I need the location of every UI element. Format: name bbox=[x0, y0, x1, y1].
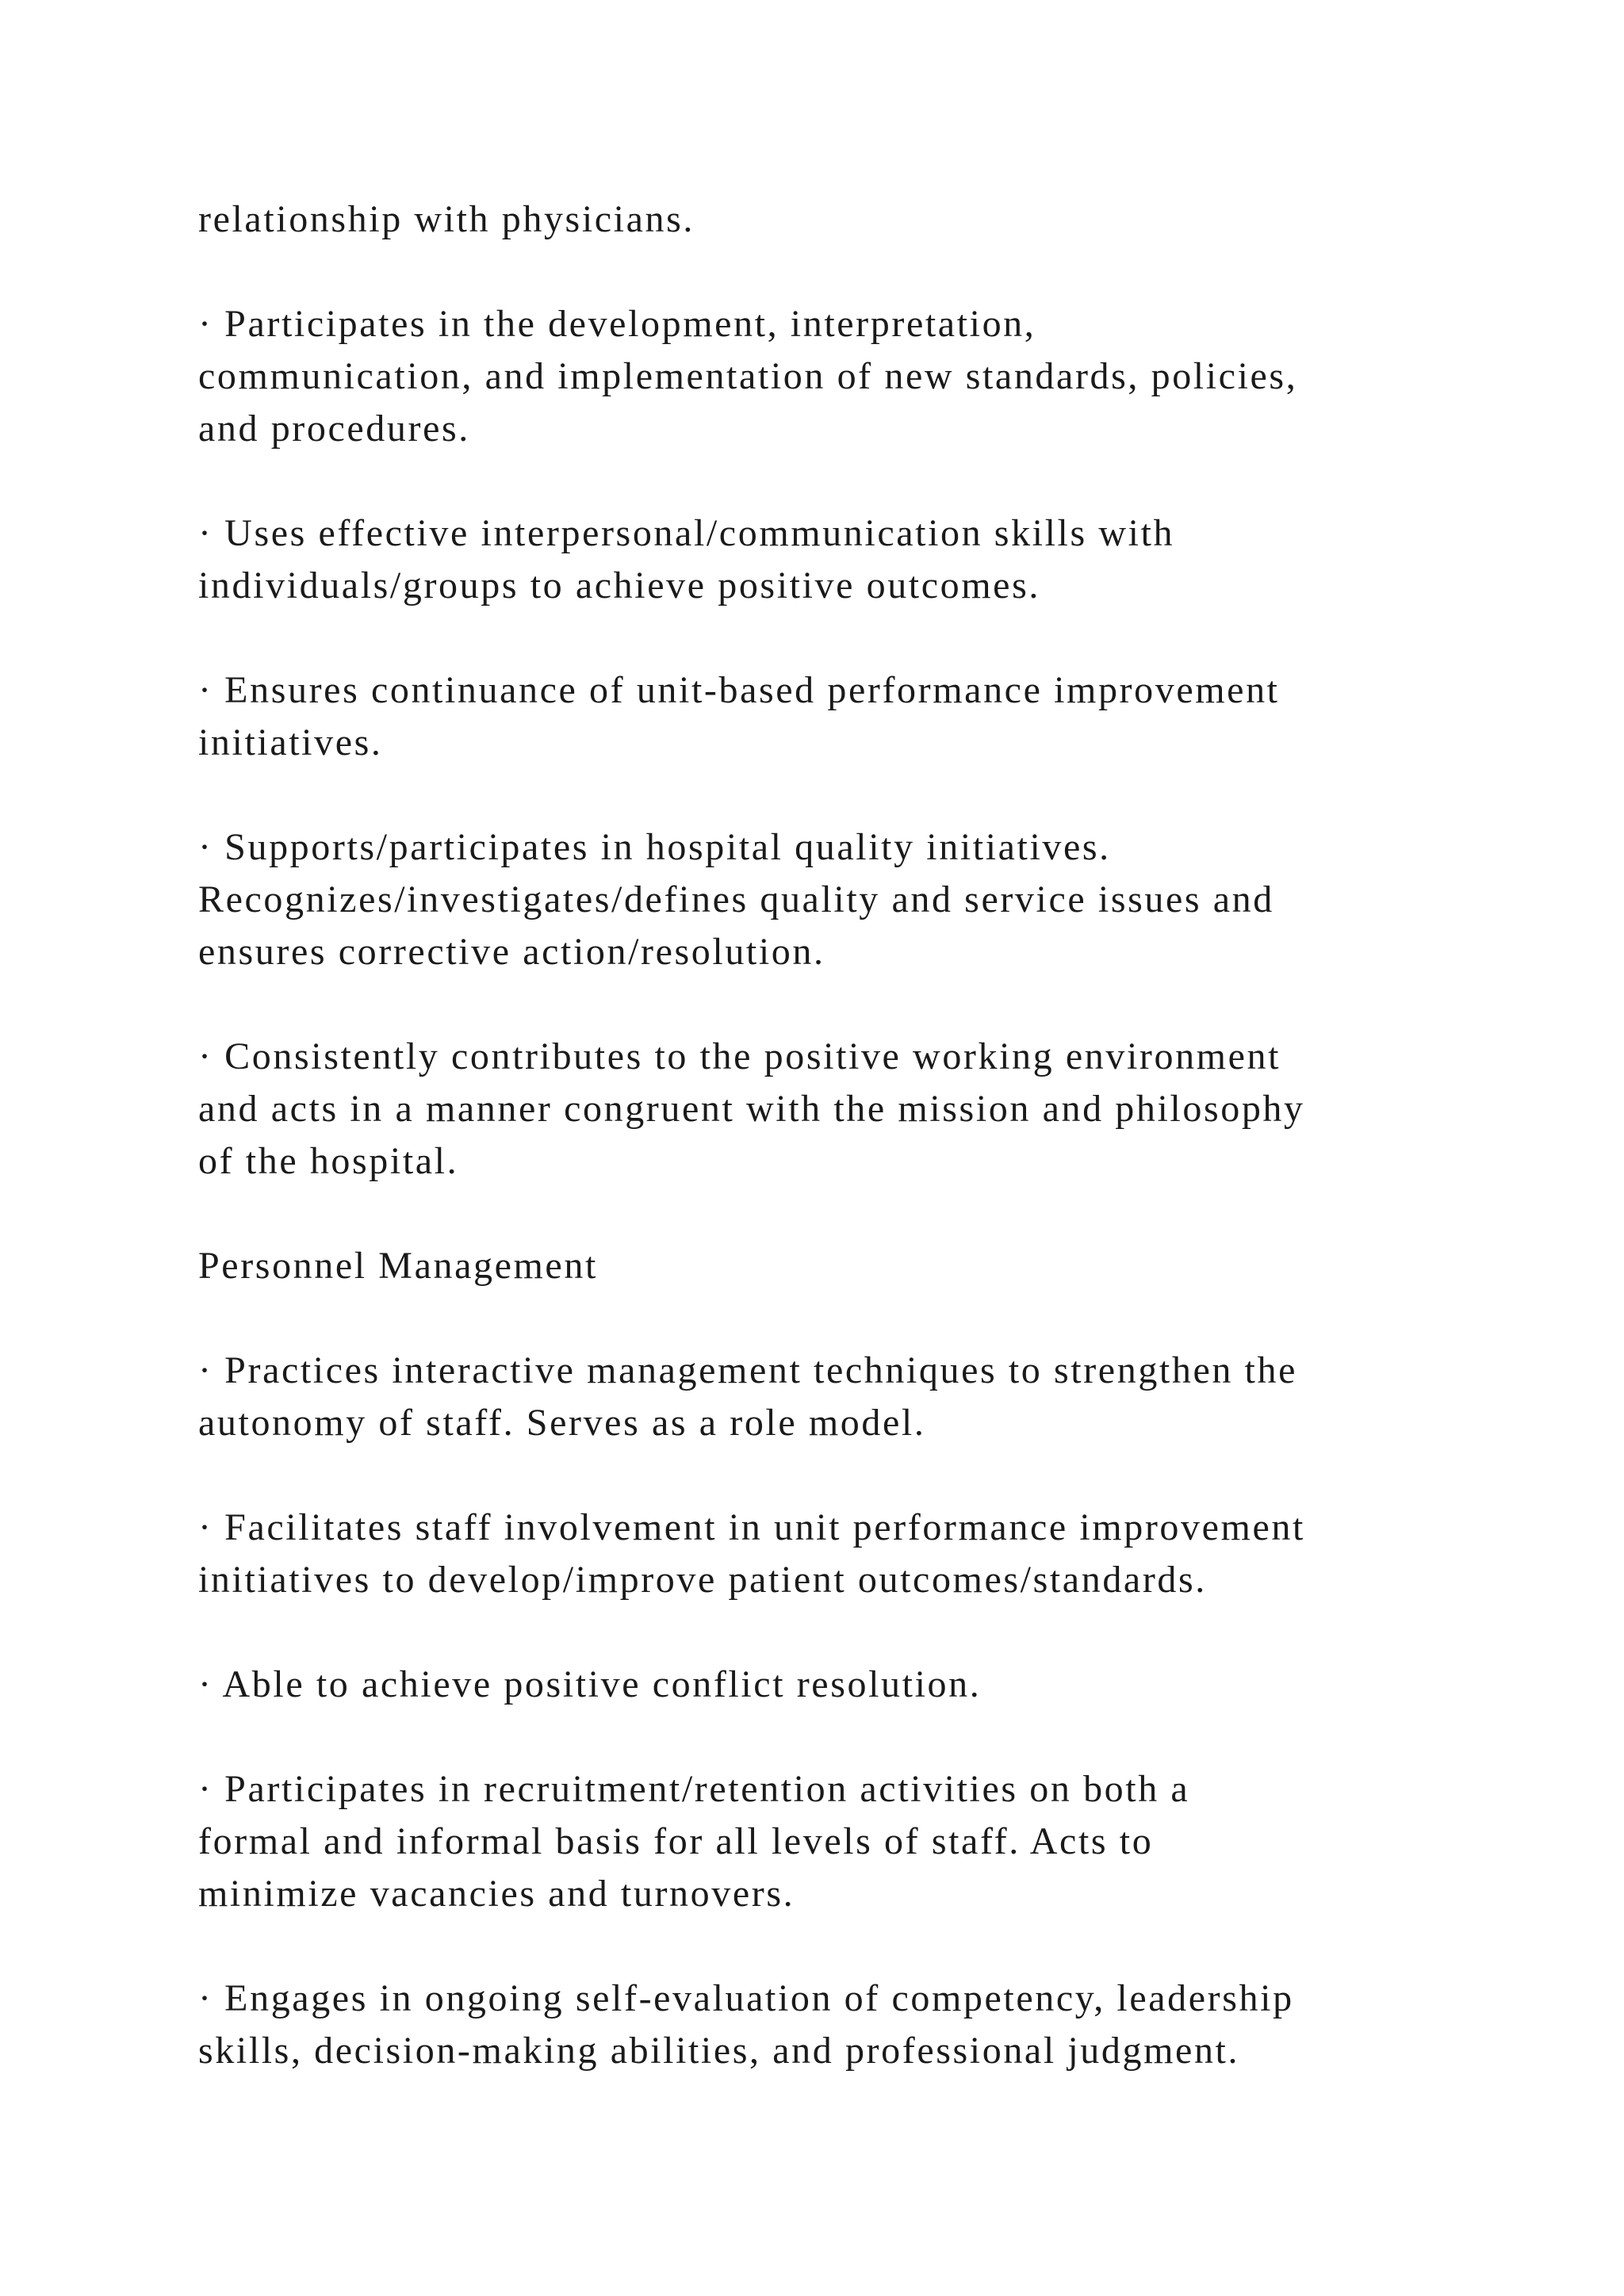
text-line: initiatives. bbox=[198, 721, 383, 763]
bullet-supports-quality bbox=[198, 821, 1483, 978]
bullet-interactive-management bbox=[198, 1345, 1483, 1449]
text-line: individuals/groups to achieve positive outcomes. bbox=[198, 564, 1040, 607]
text-line: minimize vacancies and turnovers. bbox=[198, 1873, 795, 1915]
text-line: · Supports/participates in hospital quality initiatives. bbox=[198, 826, 1111, 868]
text-line: · Ensures continuance of unit-based performance improvement bbox=[198, 669, 1280, 711]
bullet-self-evaluation bbox=[198, 1973, 1483, 2077]
text-line: · Practices interactive management techniques to strengthen the bbox=[198, 1349, 1297, 1391]
text-line: ensures corrective action/resolution. bbox=[198, 931, 825, 973]
bullet-facilitates-staff bbox=[198, 1502, 1483, 1606]
section-heading-personnel-management bbox=[198, 1240, 1483, 1292]
text-line: Recognizes/investigates/defines quality and service issues and bbox=[198, 878, 1274, 920]
text-line: communication, and implementation of new standards, policies, bbox=[198, 355, 1298, 397]
text-line: initiatives to develop/improve patient outcomes/standards. bbox=[198, 1559, 1207, 1601]
text-line: · Able to achieve positive conflict resolution. bbox=[198, 1663, 982, 1705]
text-line: and procedures. bbox=[198, 408, 470, 450]
bullet-uses-effective-skills bbox=[198, 507, 1483, 612]
bullet-positive-environment bbox=[198, 1031, 1483, 1188]
paragraph-relationship bbox=[198, 193, 1483, 246]
bullet-participates-development bbox=[198, 298, 1483, 455]
text-line: formal and informal basis for all levels of staff. Acts to bbox=[198, 1820, 1154, 1862]
bullet-conflict-resolution bbox=[198, 1659, 1483, 1711]
text-line: · Uses effective interpersonal/communication skills with bbox=[198, 512, 1175, 554]
bullet-recruitment-retention bbox=[198, 1763, 1483, 1920]
text-line: · Participates in the development, interpretation, bbox=[198, 303, 1036, 345]
text-line: of the hospital. bbox=[198, 1140, 459, 1182]
text-line: skills, decision-making abilities, and professional judgment. bbox=[198, 2030, 1240, 2072]
text-line: · Engages in ongoing self-evaluation of competency, leadership bbox=[198, 1977, 1294, 2019]
bullet-ensures-continuance bbox=[198, 664, 1483, 769]
text-line: and acts in a manner congruent with the mission and philosophy bbox=[198, 1088, 1305, 1130]
text-line: relationship with physicians. bbox=[198, 198, 695, 240]
text-line: · Participates in recruitment/retention activities on both a bbox=[198, 1768, 1190, 1810]
document-body bbox=[198, 193, 1483, 2130]
section-heading: Personnel Management bbox=[198, 1245, 598, 1287]
text-line: · Consistently contributes to the positive working environment bbox=[198, 1035, 1281, 1077]
text-line: autonomy of staff. Serves as a role model. bbox=[198, 1402, 926, 1444]
text-line: · Facilitates staff involvement in unit performance improvement bbox=[198, 1506, 1305, 1548]
